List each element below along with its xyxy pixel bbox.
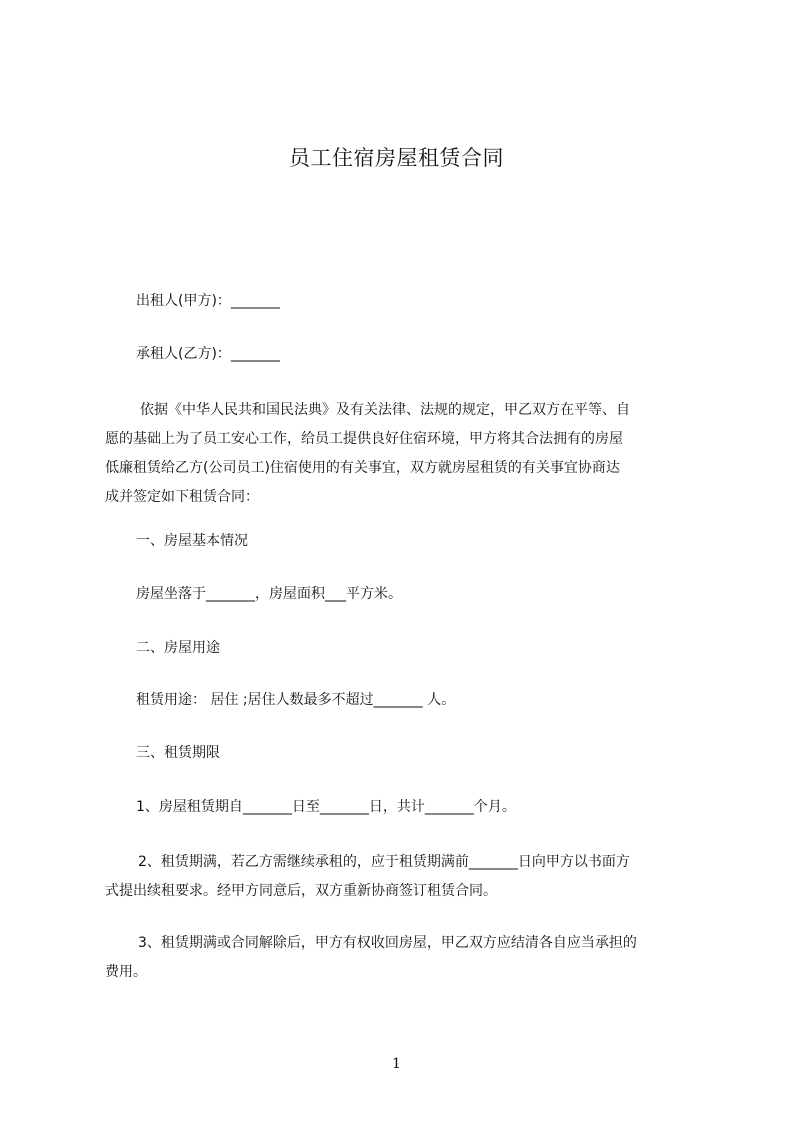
document-title: 员工住宿房屋租赁合同 xyxy=(289,146,504,170)
page-number: 1 xyxy=(392,1056,401,1072)
section-1-heading: 一、房屋基本情况 xyxy=(136,533,248,549)
intro-line-2: 愿的基础上为了员工安心工作，给员工提供良好住宿环境，甲方将其合法拥有的房屋 xyxy=(105,431,623,447)
intro-line-4: 成并签定如下租赁合同： xyxy=(105,489,259,505)
section-3-item-1: 1、房屋租赁期自_______日至_______日，共计_______个月。 xyxy=(136,799,516,815)
intro-line-3: 低廉租赁给乙方(公司员工)住宿使用的有关事宜，双方就房屋租赁的有关事宜协商达 xyxy=(105,460,620,476)
lessor-line: 出租人(甲方)：_______ xyxy=(136,293,280,309)
section-3-item-3-line-1: 3、租赁期满或合同解除后，甲方有权收回房屋，甲乙双方应结清各自应当承担的 xyxy=(138,935,637,951)
section-3-item-2 xyxy=(105,848,630,906)
section-3-item-2-line-1: 2、租赁期满，若乙方需继续承租的，应于租赁期满前_______日向甲方以书面方 xyxy=(138,854,630,870)
section-3-item-2-line-2: 式提出续租要求。经甲方同意后，双方重新协商签订租赁合同。 xyxy=(105,883,497,899)
section-2-heading: 二、房屋用途 xyxy=(136,640,220,656)
intro-line-1: 依据《中华人民共和国民法典》及有关法律、法规的规定，甲乙双方在平等、自 xyxy=(140,402,630,418)
section-1-text: 房屋坐落于_______，房屋面积___平方米。 xyxy=(136,586,402,602)
section-2-text: 租赁用途： 居住 ;居住人数最多不超过_______ 人。 xyxy=(136,692,456,708)
intro-paragraph xyxy=(105,396,630,512)
section-3-item-3-line-2: 费用。 xyxy=(105,964,147,980)
section-3-item-3 xyxy=(105,929,637,987)
lessee-line: 承租人(乙方)：_______ xyxy=(136,346,280,362)
section-3-heading: 三、租赁期限 xyxy=(136,745,220,761)
